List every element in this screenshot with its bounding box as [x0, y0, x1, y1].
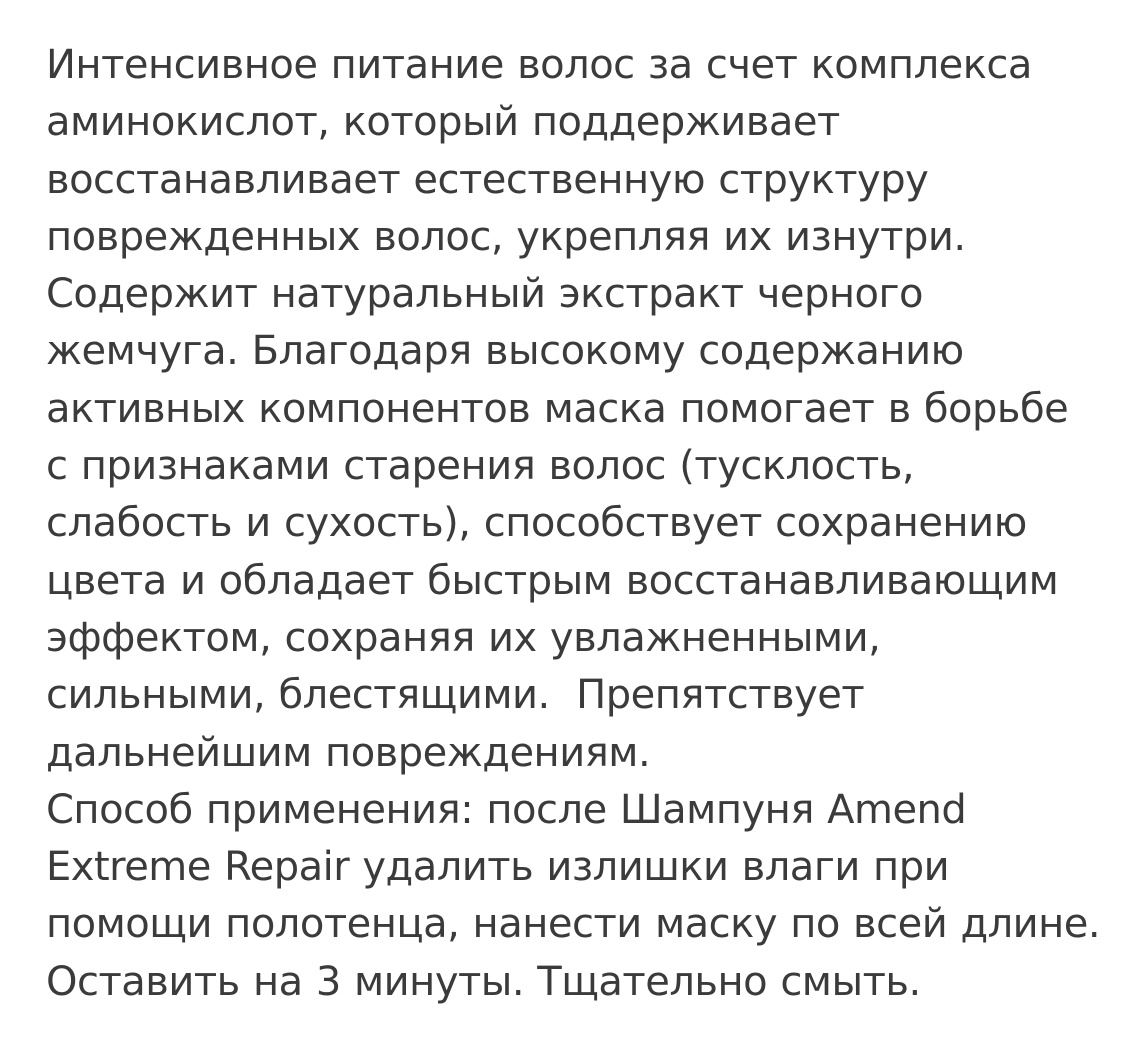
description-line: восстанавливает естественную структуру — [46, 156, 929, 203]
usage-line: Оставить на 3 минуты. Тщательно смыть. — [46, 958, 921, 1005]
description-line: Интенсивное питание волос за счет комплекса — [46, 42, 1032, 88]
description-line: Содержит натуральный экстракт черного — [46, 271, 923, 318]
usage-line: помощи полотенца, нанести маску по всей длине. — [46, 901, 1101, 948]
description-line: слабость и сухость), способствует сохранению — [46, 500, 1027, 547]
description-line: поврежденных волос, укрепляя их изнутри. — [46, 213, 966, 260]
description-line: дальнейшим повреждениям. — [46, 729, 651, 776]
description-line: активных компонентов маска помогает в борьбе — [46, 385, 1069, 432]
description-line: с признаками старения волос (тусклость, — [46, 443, 915, 490]
description-line: сильными, блестящими. Препятствует — [46, 672, 865, 719]
usage-line: Способ применения: после Шампуня Amend — [46, 786, 967, 833]
product-description — [46, 37, 1106, 1011]
description-line: аминокислот, который поддерживает — [46, 99, 840, 146]
usage-line: Extreme Repair удалить излишки влаги при — [46, 844, 950, 891]
description-line: жемчуга. Благодаря высокому содержанию — [46, 328, 964, 375]
description-line: эффектом, сохраняя их увлажненными, — [46, 614, 881, 661]
description-line: цвета и обладает быстрым восстанавливающим — [46, 557, 1059, 604]
